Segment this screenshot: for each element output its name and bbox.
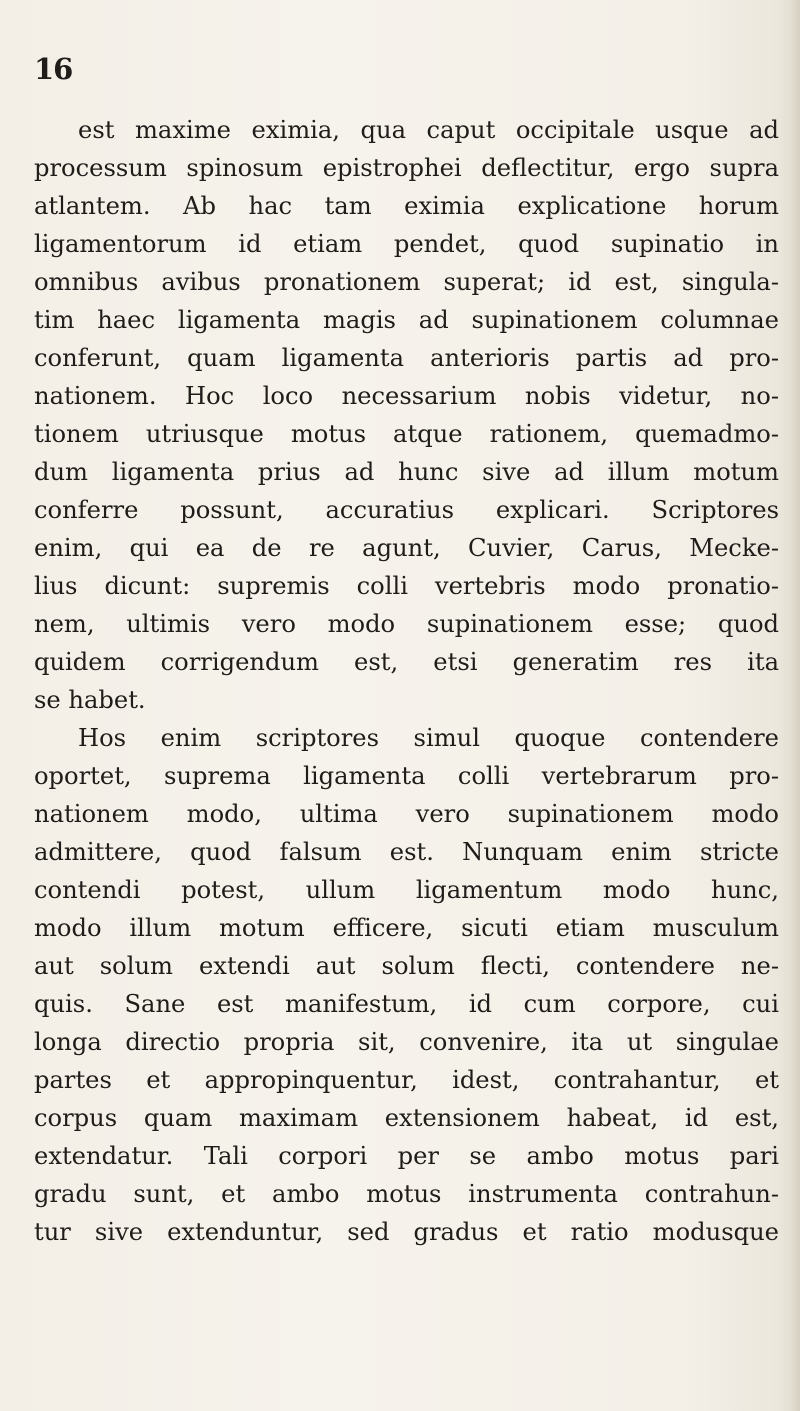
text-line: quis. Sane est manifestum, id cum corpore, cui	[34, 990, 779, 1018]
text-line: tionem utriusque motus atque rationem, quemadmo-	[34, 420, 779, 448]
text-line: lius dicunt: supremis colli vertebris modo pronatio-	[34, 572, 779, 600]
text-line: conferre possunt, accuratius explicari. Scriptores	[34, 496, 779, 524]
text-line: tur sive extenduntur, sed gradus et ratio modusque	[34, 1218, 779, 1246]
text-line: omnibus avibus pronationem superat; id est, singula-	[34, 268, 779, 296]
text-line: oportet, suprema ligamenta colli vertebrarum pro-	[34, 762, 779, 790]
text-line: enim, qui ea de re agunt, Cuvier, Carus, Mecke-	[34, 534, 779, 562]
text-line: gradu sunt, et ambo motus instrumenta contrahun-	[34, 1180, 779, 1208]
text-line: conferunt, quam ligamenta anterioris partis ad pro-	[34, 344, 779, 372]
text-line: partes et appropinquentur, idest, contrahantur, et	[34, 1066, 779, 1094]
text-line: extendatur. Tali corpori per se ambo motus pari	[34, 1142, 779, 1170]
text-line: atlantem. Ab hac tam eximia explicatione horum	[34, 192, 779, 220]
text-line: contendi potest, ullum ligamentum modo hunc,	[34, 876, 779, 904]
text-line: longa directio propria sit, convenire, ita ut singulae	[34, 1028, 779, 1056]
text-line: est maxime eximia, qua caput occipitale usque ad	[78, 116, 779, 144]
page-edge-shadow	[790, 0, 800, 1411]
text-line: admittere, quod falsum est. Nunquam enim stricte	[34, 838, 779, 866]
text-line: modo illum motum efficere, sicuti etiam musculum	[34, 914, 779, 942]
text-line: aut solum extendi aut solum flecti, contendere ne-	[34, 952, 779, 980]
text-line: nationem modo, ultima vero supinationem modo	[34, 800, 779, 828]
page-number: 16	[34, 52, 73, 86]
text-line: nationem. Hoc loco necessarium nobis videtur, no-	[34, 382, 779, 410]
text-line: dum ligamenta prius ad hunc sive ad illum motum	[34, 458, 779, 486]
text-line: corpus quam maximam extensionem habeat, id est,	[34, 1104, 779, 1132]
paragraph-start-line: Hos enim scriptores simul quoque contendere	[78, 724, 779, 752]
text-line: tim haec ligamenta magis ad supinationem columnae	[34, 306, 779, 334]
text-line: nem, ultimis vero modo supinationem esse; quod	[34, 610, 779, 638]
text-line: quidem corrigendum est, etsi generatim res ita	[34, 648, 779, 676]
text-line: processum spinosum epistrophei deflectitur, ergo supra	[34, 154, 779, 182]
text-line: se habet.	[34, 686, 146, 714]
text-line: ligamentorum id etiam pendet, quod supinatio in	[34, 230, 779, 258]
